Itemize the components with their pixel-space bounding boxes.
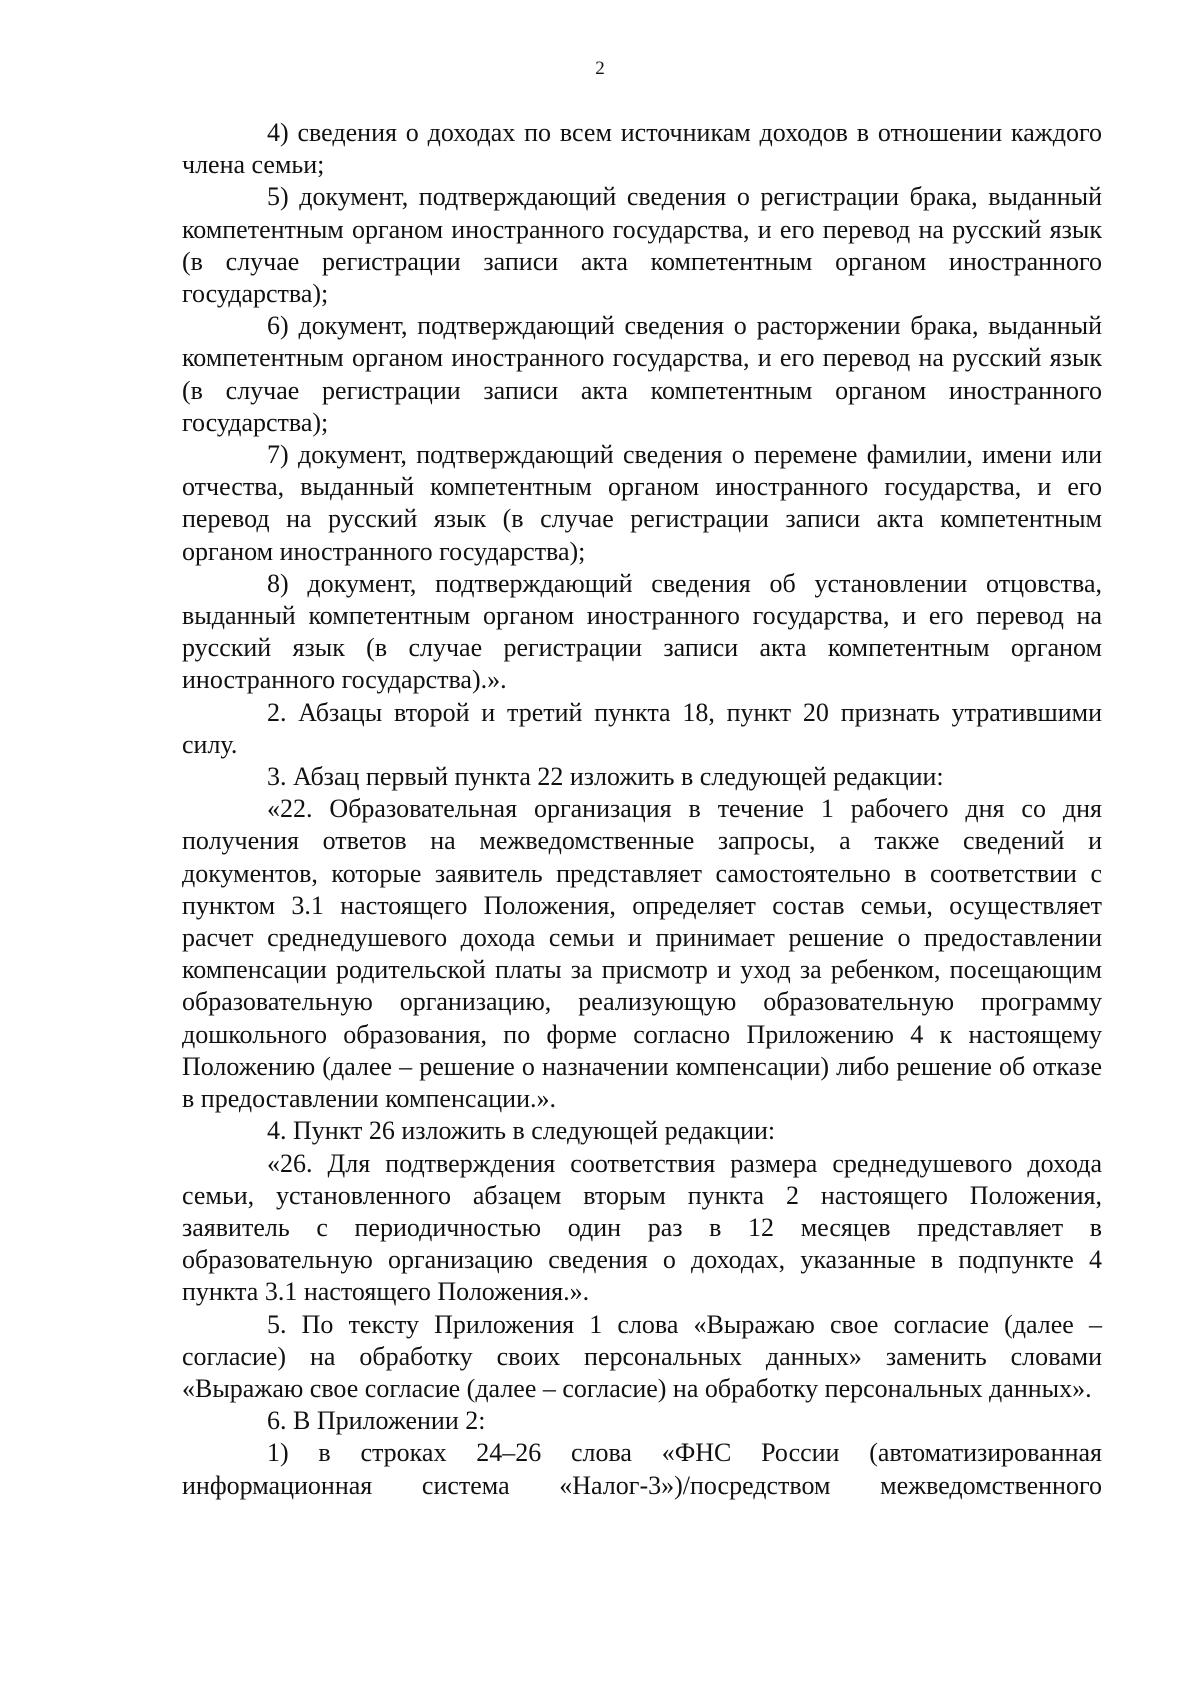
paragraph-point-2: 2. Абзацы второй и третий пункта 18, пункт 20 признать утратившими силу.: [182, 697, 1102, 759]
paragraph-point-3: 3. Абзац первый пункта 22 изложить в следующей редакции:: [267, 762, 944, 792]
paragraph-point-4: 4. Пункт 26 изложить в следующей редакции:: [267, 1116, 776, 1146]
paragraph-item-5: 5) документ, подтверждающий сведения о регистрации брака, выданный компетентным органом иностранного государства, и его перевод на русский язык (в случае регистрации записи акта компетентным органом иностранного государства);: [182, 182, 1102, 309]
paragraph-item-8: 8) документ, подтверждающий сведения об установлении отцовства, выданный компетентным органом иностранного государства, и его перевод на русский язык (в случае регистрации записи акта компетентным органом иностранного государства).».: [182, 568, 1102, 695]
paragraph-point-5: 5. По тексту Приложения 1 слова «Выражаю свое согласие (далее – согласие) на обработку своих персональных данных» заменить словами «Выражаю свое согласие (далее – согласие) на обработку персональных данных».: [182, 1309, 1102, 1403]
page-number: 2: [595, 58, 605, 79]
paragraph-subitem-1: 1) в строках 24–26 слова «ФНС России (автоматизированная информационная система «Налог-3»)/посредством межведомственного: [182, 1438, 1102, 1500]
paragraph-item-7: 7) документ, подтверждающий сведения о перемене фамилии, имени или отчества, выданный компетентным органом иностранного государства, и его перевод на русский язык (в случае регистрации записи акта компетентным органом иностранного государства);: [182, 440, 1102, 566]
paragraph-point-22-text: «22. Образовательная организация в течение 1 рабочего дня со дня получения ответов на межведомственные запросы, а также сведений и документов, которые заявитель представляет самостоятельно в соответствии с пунктом 3.1 настоящего Положения, определяет состав семьи, осуществляет расчет среднедушевого дохода семьи и принимает решение о предоставлении компенсации родительской платы за присмотр и уход за ребенком, посещающим образовательную организацию, реализующую образовательную программу дошкольного образования, по форме согласно Приложению 4 к настоящему Положению (далее – решение о назначении компенсации) либо решение об отказе в предоставлении компенсации.».: [182, 794, 1102, 1114]
paragraph-point-26-text: «26. Для подтверждения соответствия размера среднедушевого дохода семьи, установленного абзацем вторым пункта 2 настоящего Положения, заявитель с периодичностью один раз в 12 месяцев представляет в образовательную организацию сведения о доходах, указанные в подпункте 4 пункта 3.1 настоящего Положения.».: [182, 1148, 1102, 1307]
document-body: [182, 117, 1102, 1502]
paragraph-point-6: 6. В Приложении 2:: [267, 1406, 486, 1436]
paragraph-item-6: 6) документ, подтверждающий сведения о расторжении брака, выданный компетентным органом иностранного государства, и его перевод на русский язык (в случае регистрации записи акта компетентным органом иностранного государства);: [182, 311, 1102, 437]
paragraph-item-4: 4) сведения о доходах по всем источникам доходов в отношении каждого члена семьи;: [182, 118, 1102, 180]
